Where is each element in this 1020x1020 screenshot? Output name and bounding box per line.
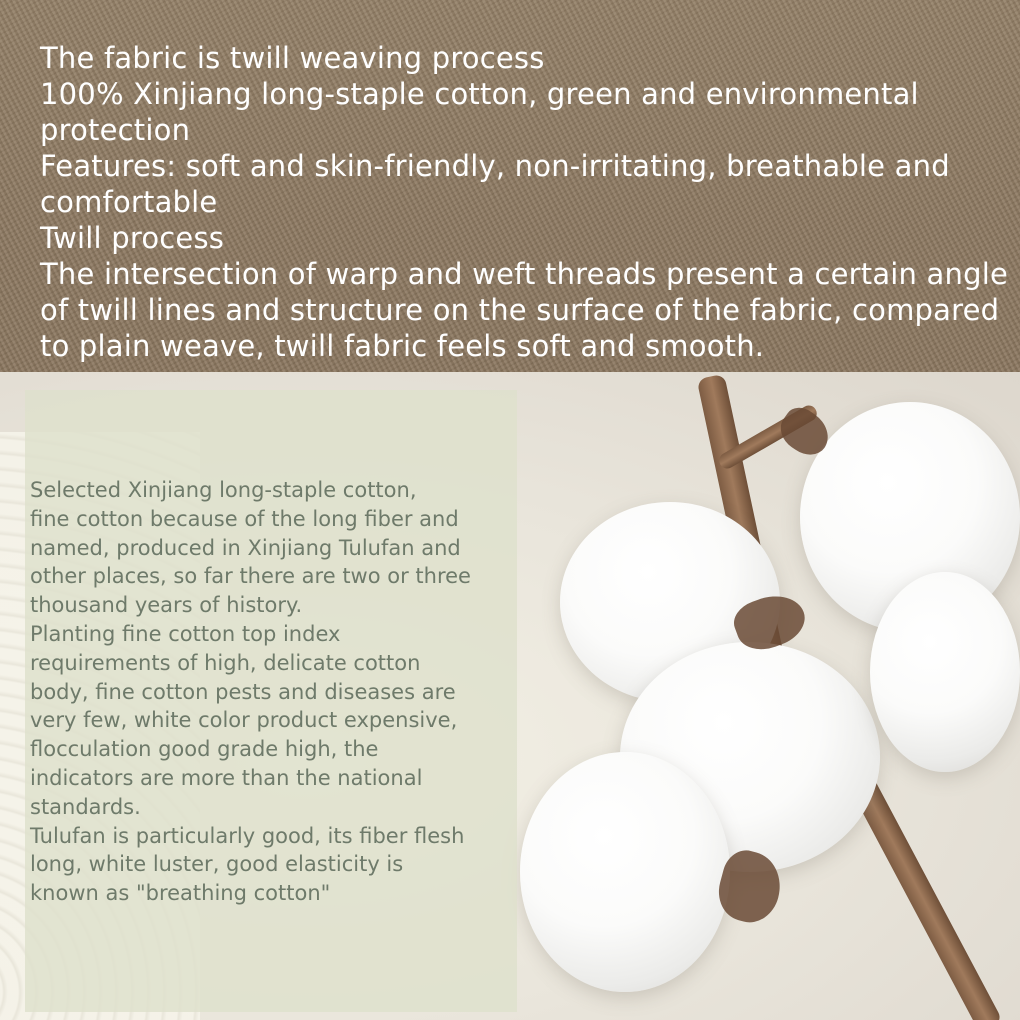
cotton-line: standards. — [30, 794, 141, 819]
fabric-line: Features: soft and skin-friendly, non-irritating, breathable and — [40, 149, 950, 183]
fabric-line: to plain weave, twill fabric feels soft and smooth. — [40, 329, 765, 363]
fabric-line: Twill process — [40, 221, 225, 255]
cotton-line: named, produced in Xinjiang Tulufan and — [30, 535, 461, 560]
cotton-line: indicators are more than the national — [30, 765, 423, 790]
cotton-boll — [870, 572, 1020, 772]
fabric-line: comfortable — [40, 185, 218, 219]
cotton-line: Tulufan is particularly good, its fiber flesh — [30, 823, 465, 848]
fabric-line: The fabric is twill weaving process — [40, 41, 545, 75]
cotton-line: Planting fine cotton top index — [30, 621, 341, 646]
cotton-line: very few, white color product expensive, — [30, 708, 458, 733]
cotton-line: flocculation good grade high, the — [30, 737, 379, 762]
fabric-line: protection — [40, 113, 191, 147]
cotton-description — [30, 476, 520, 908]
fabric-line: The intersection of warp and weft threads present a certain angle — [40, 257, 1009, 291]
cotton-line: requirements of high, delicate cotton — [30, 650, 421, 675]
cotton-line: known as "breathing cotton" — [30, 881, 331, 906]
fabric-line: 100% Xinjiang long-staple cotton, green and environmental — [40, 77, 919, 111]
fabric-description — [40, 40, 1009, 364]
cotton-line: thousand years of history. — [30, 593, 303, 618]
cotton-boll — [520, 752, 730, 992]
fabric-line: of twill lines and structure on the surface of the fabric, compared — [40, 293, 1000, 327]
cotton-line: other places, so far there are two or three — [30, 564, 471, 589]
cotton-line: body, fine cotton pests and diseases are — [30, 679, 456, 704]
cotton-line: long, white luster, good elasticity is — [30, 852, 404, 877]
cotton-line: Selected Xinjiang long-staple cotton, — [30, 478, 417, 502]
cotton-line: fine cotton because of the long fiber and — [30, 506, 459, 531]
twill-fabric-background — [0, 0, 1020, 372]
